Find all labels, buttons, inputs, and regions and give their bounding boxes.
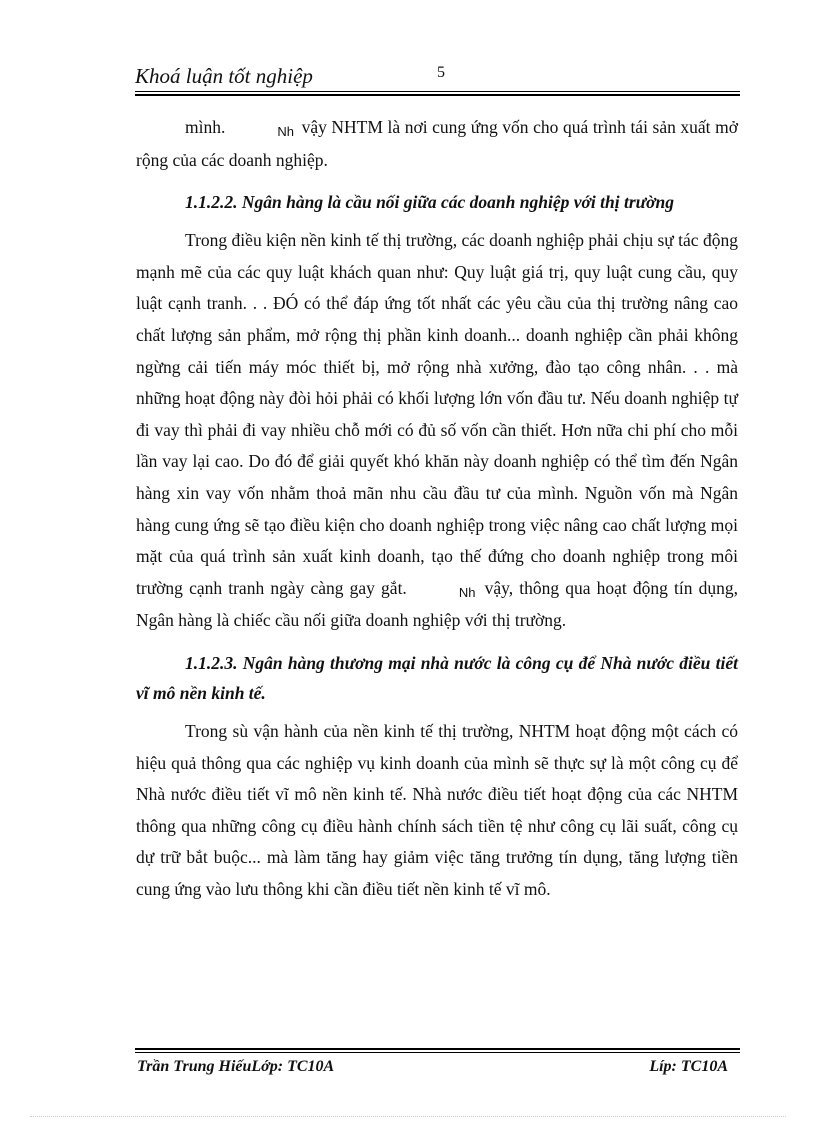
footer-class: Líp: TC10A (649, 1058, 728, 1075)
nh-fragment: Nh (458, 584, 476, 600)
nh-fragment: Nh (277, 124, 294, 139)
paragraph-3: Trong sù vận hành của nền kinh tế thị trường, NHTM hoạt động một cách có hiệu quả thông qua các nghiệp vụ kinh doanh của mình sẽ thực sự là một công cụ để Nhà nước điều tiết vĩ mô nền kinh tế. Nhà nước điều tiết hoạt động của các NHTM thông qua những công cụ điều hành chính sách tiền tệ như công cụ lãi suất, công cụ dự trữ bắt buộc... mà làm tăng hay giảm việc tăng trưởng tín dụng, tăng lượng tiền cung ứng vào lưu thông khi cần điều tiết nền kinh tế vĩ mô. (136, 720, 738, 899)
paragraph-1-rest: vậy NHTM là nơi cung ứng vốn cho quá trình tái sản xuất mở rộng của các doanh nghiệp. (136, 117, 738, 170)
paragraph-2-rest: vậy, thông qua hoạt động tín dụng, Ngân hàng là chiếc cầu nối giữa doanh nghiệp với thị trường. (136, 577, 738, 631)
page-bottom-dotted-line (30, 1116, 786, 1117)
page-number: 5 (437, 64, 445, 81)
header-title: Khoá luận tốt nghiệp (135, 64, 313, 88)
paragraph-1-start: mình. (185, 117, 226, 137)
document-body (136, 112, 738, 905)
header-rule-thin (135, 91, 740, 92)
section-heading-1-1-2-3: 1.1.2.3. Ngân hàng thương mại nhà nước là công cụ để Nhà nước điều tiết vĩ mô nền kinh tế. (136, 652, 738, 703)
paragraph-1 (136, 112, 738, 176)
page-footer (135, 1048, 740, 1088)
paragraph-2 (136, 225, 738, 637)
section-heading-1-1-2-2: 1.1.2.2. Ngân hàng là cầu nối giữa các doanh nghiệp với thị trường (185, 192, 674, 213)
footer-rule-thick (135, 1048, 740, 1050)
header-rule-thick (135, 94, 740, 96)
footer-rule-thin (135, 1052, 740, 1053)
paragraph-2-start: Trong điều kiện nền kinh tế thị trường, các doanh nghiệp phải chịu sự tác động mạnh mẽ của các quy luật khách quan như: Quy luật giá trị, quy luật cung cầu, quy luật cạnh tranh. . . ĐÓ có thể đáp ứng tốt nhất các yêu cầu của thị trường nâng cao chất lượng sản phẩm, mở rộng thị phần kinh doanh... doanh nghiệp cần phải không ngừng cải tiến máy móc thiết bị, mở rộng nhà xưởng, đào tạo công nhân. . . mà những hoạt động này đòi hỏi phải có khối lượng lớn vốn đầu tư. Nếu doanh nghiệp tự đi vay thì phải đi vay nhiều chỗ mới có đủ số vốn cần thiết. Hơn nữa chi phí cho mỗi lần vay lại cao. Do đó để giải quyết khó khăn này doanh nghiệp có thể tìm đến Ngân hàng xin vay vốn nhằm thoả mãn nhu cầu đầu tư của mình. Nguồn vốn mà Ngân hàng cung ứng sẽ tạo điều kiện cho doanh nghiệp trong việc nâng cao chất lượng mọi mặt của quá trình sản xuất kinh doanh, tạo thế đứng cho doanh nghiệp trong môi trường cạnh tranh ngày càng gay gắt. (136, 230, 738, 598)
page-header (135, 62, 740, 92)
footer-author: Trần Trung HiếuLớp: TC10A (137, 1058, 335, 1075)
